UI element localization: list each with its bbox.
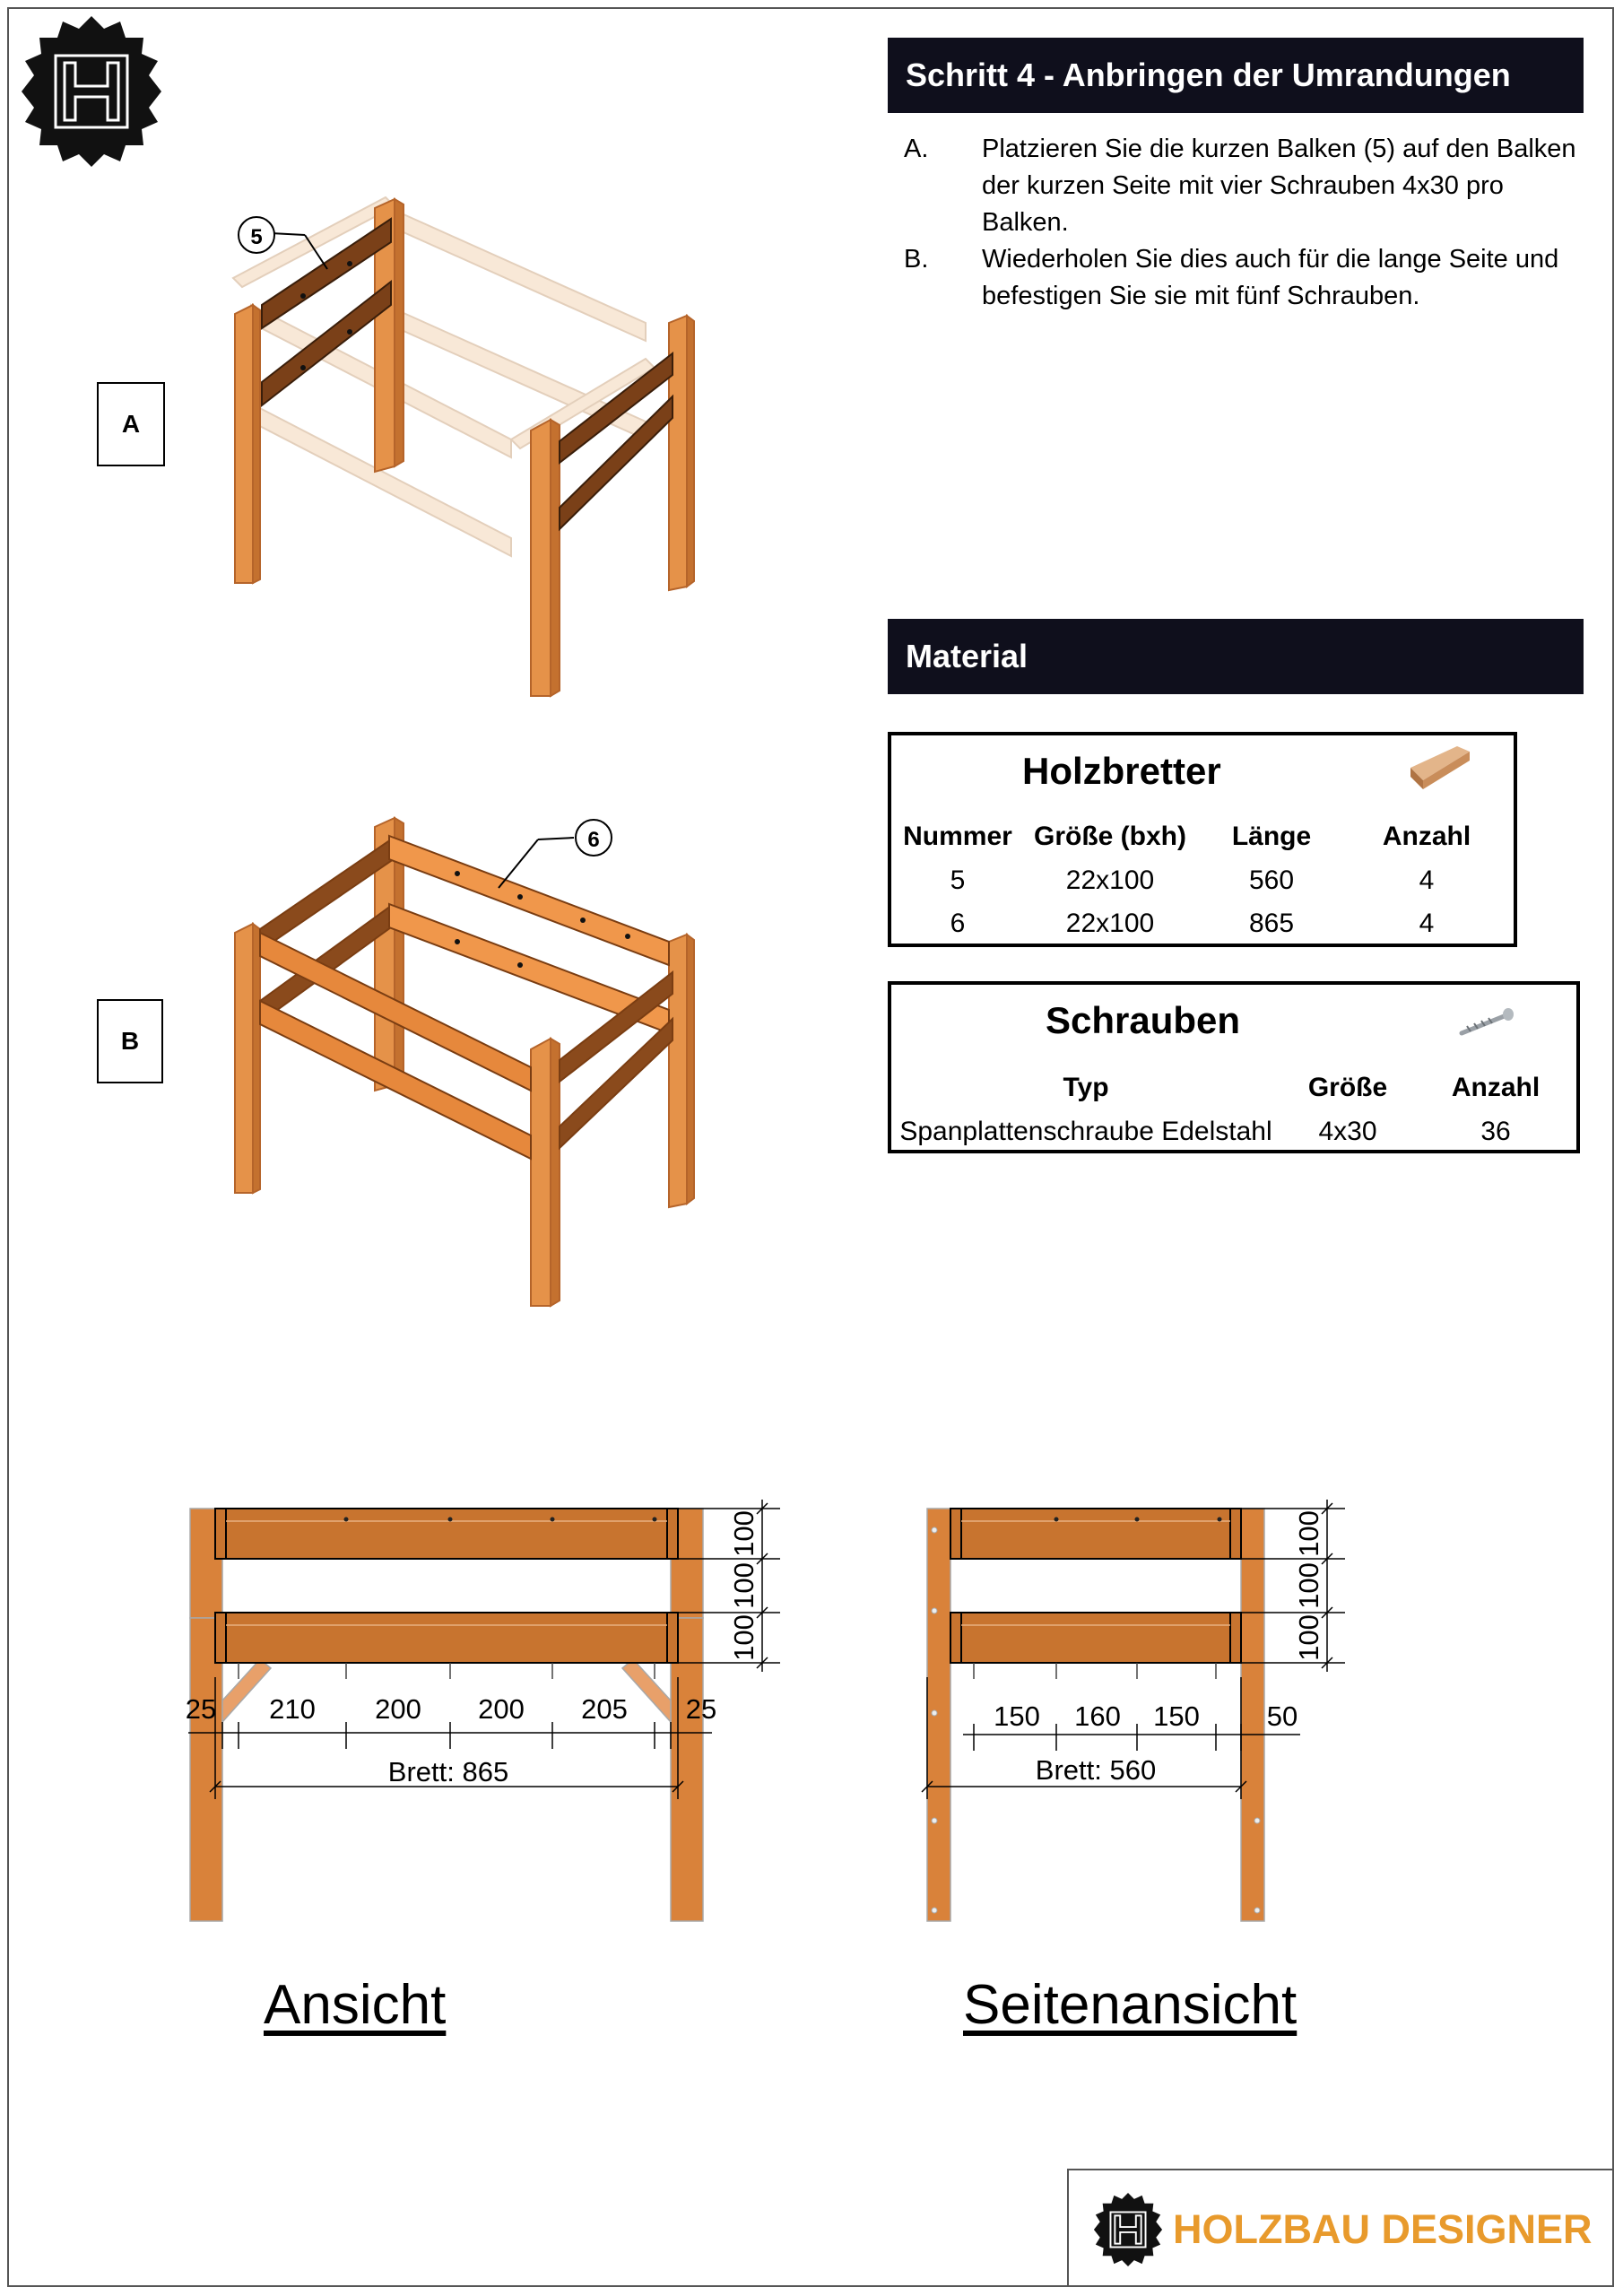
col-header: Anzahl [1382, 822, 1471, 851]
step-b-label: B [97, 999, 163, 1083]
dim-label: 100 [728, 1562, 759, 1609]
dim-label: 25 [685, 1693, 717, 1725]
board-label: Brett: 560 [1035, 1754, 1157, 1786]
brand-name: HOLZBAU DESIGNER [1173, 2206, 1593, 2252]
saw-blade-logo-icon [1090, 2192, 1166, 2267]
dim-label: 160 [1074, 1700, 1121, 1732]
cell: 865 [1248, 909, 1295, 938]
col-header: Größe [1307, 1073, 1388, 1102]
step-instructions [904, 131, 1585, 315]
schrauben-title: Schrauben [1046, 999, 1241, 1041]
dim-label: 25 [185, 1693, 217, 1725]
cell: 4x30 [1318, 1117, 1377, 1146]
schrauben-table [891, 1065, 1576, 1153]
cell: 4 [1419, 909, 1435, 938]
material-header: Material [888, 619, 1584, 694]
table-header-row [891, 1065, 1576, 1110]
step-letter: B. [904, 245, 929, 274]
col-header: Nummer [903, 822, 1012, 851]
dim-label: 100 [1293, 1614, 1324, 1661]
holzbretter-table [895, 814, 1510, 945]
step-header: Schritt 4 - Anbringen der Umrandungen [888, 38, 1584, 113]
cell: 36 [1480, 1117, 1511, 1146]
cell: 22x100 [1065, 865, 1155, 895]
table-row [895, 902, 1510, 945]
board-label: Brett: 865 [387, 1756, 509, 1787]
wood-board-icon [1403, 741, 1475, 793]
callout-5-label: 5 [250, 225, 263, 249]
col-header: Anzahl [1451, 1073, 1541, 1102]
cell: 22x100 [1065, 909, 1155, 938]
step-text: Platzieren Sie die kurzen Balken (5) auf den Balken der kurzen Seite mit vier Schrauben 4x30 pro Balken. [982, 135, 1576, 237]
holzbretter-title: Holzbretter [1022, 750, 1221, 792]
seitenansicht-title: Seitenansicht [963, 1974, 1298, 2036]
dim-label: 100 [1293, 1562, 1324, 1609]
cell: 5 [950, 865, 966, 895]
step-text: Wiederholen Sie dies auch für die lange Seite und befestigen Sie sie mit fünf Schrauben. [982, 245, 1559, 310]
step-a [904, 131, 1585, 241]
dim-label: 200 [478, 1693, 525, 1725]
callout-leader [538, 838, 574, 839]
dim-label: 200 [375, 1693, 421, 1725]
step-letter: A. [904, 135, 929, 163]
step-a-label: A [97, 382, 165, 466]
col-header: Länge [1231, 822, 1312, 851]
callout-leader [271, 233, 305, 235]
dim-label: 150 [1153, 1700, 1200, 1732]
screw-icon [1454, 1006, 1517, 1039]
table-header-row [895, 814, 1510, 859]
table-row [895, 859, 1510, 902]
col-header: Typ [1063, 1073, 1109, 1102]
col-header: Größe (bxh) [1034, 822, 1186, 851]
ansicht-title: Ansicht [264, 1974, 447, 2036]
dim-label: 150 [994, 1700, 1040, 1732]
callout-leader [499, 839, 538, 888]
dim-label: 100 [728, 1614, 759, 1661]
table-row [891, 1110, 1576, 1153]
cell: 6 [950, 909, 966, 938]
cell: 560 [1248, 865, 1295, 895]
cell: 4 [1419, 865, 1435, 895]
dim-label: 205 [581, 1693, 628, 1725]
ansicht-drawing [170, 1489, 816, 1937]
step-b [904, 241, 1585, 315]
assembly-diagram-b [215, 807, 717, 1327]
seitenansicht-drawing [906, 1489, 1408, 1937]
saw-blade-logo-icon [14, 14, 169, 169]
dim-label: 210 [269, 1693, 316, 1725]
dim-label: 50 [1266, 1700, 1298, 1732]
callout-6-label: 6 [587, 828, 600, 852]
dim-label: 100 [1293, 1510, 1324, 1557]
cell: Spanplattenschraube Edelstahl [899, 1117, 1272, 1146]
assembly-diagram-a [215, 188, 717, 709]
dim-label: 100 [728, 1510, 759, 1557]
